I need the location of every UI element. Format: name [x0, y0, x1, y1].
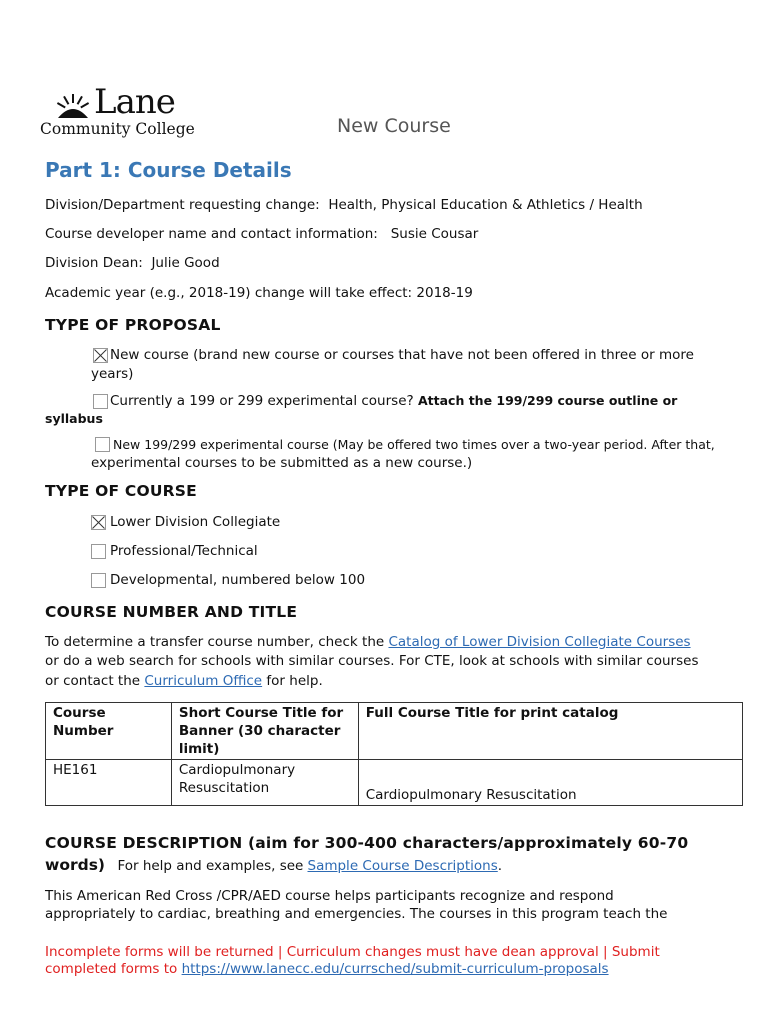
course-table	[45, 702, 743, 806]
attach-outline-note: Attach the 199/299 course outline or	[417, 393, 678, 408]
course-type-heading: TYPE OF COURSE	[45, 482, 197, 500]
year-value: 2018-19	[416, 285, 473, 301]
short-title-cell[interactable]	[171, 760, 358, 806]
catalog-link[interactable]: Catalog of Lower Division Collegiate Courses	[388, 634, 691, 650]
instructions-text: To determine a transfer course number, check the	[45, 634, 385, 650]
description-heading: COURSE DESCRIPTION (aim for 300-400 characters/approximately 60-70	[45, 834, 689, 852]
description-body-2: appropriately to cardiac, breathing and emergencies. The courses in this program teach the	[45, 906, 668, 922]
number-title-heading: COURSE NUMBER AND TITLE	[45, 603, 298, 621]
cell-text: Cardiopulmonary	[178, 762, 296, 778]
document-title: New Course	[337, 115, 451, 137]
logo-subtitle: Community College	[40, 120, 195, 138]
description-heading-cont	[45, 856, 502, 874]
professional-technical-checkbox[interactable]	[91, 544, 106, 559]
lower-division-label: Lower Division Collegiate	[110, 514, 281, 530]
division-label: Division/Department requesting change:	[45, 197, 320, 213]
division-value: Health, Physical Education & Athletics / Health	[328, 197, 643, 213]
description-heading-words: words)	[45, 856, 106, 874]
lower-division-checkbox[interactable]	[91, 515, 106, 530]
logo-wordmark: Lane	[94, 82, 175, 122]
table-row	[46, 760, 743, 806]
developer-line	[45, 226, 478, 242]
cell-text: Cardiopulmonary Resuscitation	[365, 787, 577, 803]
new-course-label-cont: years)	[91, 366, 134, 382]
header-text: Short Course Title for	[178, 705, 344, 721]
header-text: Number	[53, 723, 114, 739]
full-title-cell[interactable]	[358, 760, 742, 806]
footer-notice-cont	[45, 961, 609, 977]
attach-outline-note-cont: syllabus	[45, 411, 103, 426]
footer-notice: Incomplete forms will be returned | Curriculum changes must have dean approval | Submit	[45, 944, 660, 960]
footer-text: completed forms to	[45, 961, 178, 977]
submit-proposals-link[interactable]: https://www.lanecc.edu/currsched/submit-curriculum-proposals	[181, 961, 609, 977]
header-full-title: Full Course Title for print catalog	[358, 703, 742, 760]
cell-text: Resuscitation	[178, 780, 270, 796]
description-body-1: This American Red Cross /CPR/AED course helps participants recognize and respond	[45, 888, 614, 904]
number-instructions-2: or do a web search for schools with similar courses. For CTE, look at schools with similar courses	[45, 653, 699, 669]
dean-value: Julie Good	[151, 255, 220, 271]
developer-value: Susie Cousar	[390, 226, 479, 242]
experimental-current-label	[110, 393, 677, 409]
description-help-text: For help and examples, see	[117, 858, 304, 874]
year-label: Academic year (e.g., 2018-19) change will take effect:	[45, 285, 413, 301]
part-heading: Part 1: Course Details	[45, 158, 292, 182]
dean-line	[45, 255, 220, 271]
instructions-text: or contact the	[45, 673, 141, 689]
experimental-new-label-cont: experimental courses to be submitted as a new course.)	[91, 455, 473, 471]
header-text: limit)	[178, 741, 220, 757]
header-short-title	[171, 703, 358, 760]
number-instructions-3	[45, 673, 323, 689]
professional-technical-label: Professional/Technical	[110, 543, 258, 559]
experimental-new-checkbox[interactable]	[95, 437, 110, 452]
division-line	[45, 197, 643, 213]
new-course-checkbox[interactable]	[93, 348, 108, 363]
header-course-number	[46, 703, 172, 760]
experimental-new-label: New 199/299 experimental course (May be offered two times over a two-year period. After that,	[113, 437, 715, 452]
developmental-label: Developmental, numbered below 100	[110, 572, 366, 588]
course-number-cell[interactable]: HE161	[46, 760, 172, 806]
punctuation: .	[497, 858, 503, 874]
college-logo	[38, 82, 198, 140]
sunrise-icon	[54, 92, 92, 118]
dean-label: Division Dean:	[45, 255, 143, 271]
experimental-current-text: Currently a 199 or 299 experimental course?	[110, 393, 414, 409]
year-line	[45, 285, 473, 301]
number-instructions-1	[45, 634, 691, 650]
curriculum-office-link[interactable]: Curriculum Office	[144, 673, 263, 689]
new-course-label: New course (brand new course or courses that have not been offered in three or more	[110, 347, 694, 363]
developmental-checkbox[interactable]	[91, 573, 106, 588]
sample-descriptions-link[interactable]: Sample Course Descriptions	[307, 858, 498, 874]
instructions-text: for help.	[266, 673, 323, 689]
table-header-row	[46, 703, 743, 760]
header-text: Banner (30 character	[178, 723, 341, 739]
experimental-current-checkbox[interactable]	[93, 394, 108, 409]
header-text: Course	[53, 705, 106, 721]
developer-label: Course developer name and contact information:	[45, 226, 378, 242]
proposal-heading: TYPE OF PROPOSAL	[45, 316, 221, 334]
